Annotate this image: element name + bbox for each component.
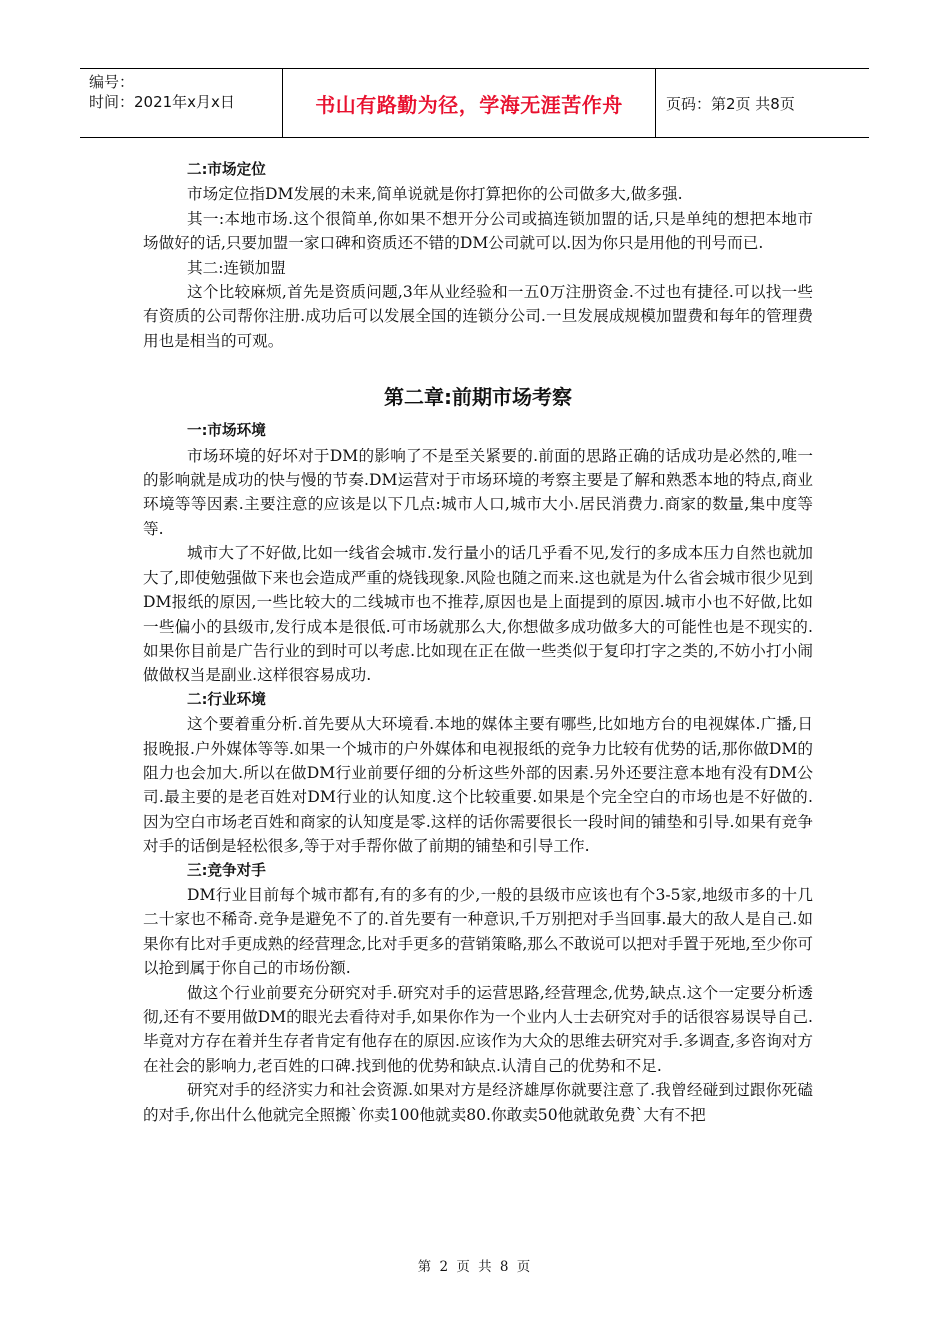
header-page-info: 页码：第2页 共8页: [666, 94, 795, 113]
paragraph: 这个比较麻烦,首先是资质问题,3年从业经验和一五0万注册资金.不过也有捷径.可以找一些有资质的公司帮你注册.成功后可以发展全国的连锁分公司.一旦发展成规模加盟费和每年的管理费用也是相当的可观。: [143, 283, 813, 350]
paragraph: 其一:本地市场.这个很简单,你如果不想开分公司或搞连锁加盟的话,只是单纯的想把本地市场做好的话,只要加盟一家口碑和资质还不错的DM公司就可以.因为你只是用他的刊号而已.: [143, 209, 813, 253]
header-meta: [80, 69, 282, 137]
section-title: 一:市场环境: [187, 422, 266, 440]
paragraph: 城市大了不好做,比如一线省会城市.发行量小的话几乎看不见,发行的多成本压力自然也就加大了,即使勉强做下来也会造成严重的烧钱现象.风险也随之而来.这也就是为什么省会城市很少见到DM报纸的原因,一些比较大的二线城市也不推荐,原因也是上面提到的原因.城市小也不好做,比如一些偏小的县级市,发行成本是很低.可市场就那么大,你想做多成功做多大的可能性也是不现实的.如果你目前是广告行业的到时可以考虑.比如现在正在做一些类似于复印打字之类的,不妨小打小闹做做权当是副业.这样很容易成功.: [143, 544, 813, 685]
paragraph: 其二:连锁加盟: [187, 258, 286, 277]
paragraph: DM行业目前每个城市都有,有的多有的少,一般的县级市应该也有个3-5家,地级市多的十几二十家也不稀奇.竞争是避免不了的.首先要有一种意识,千万别把对手当回事.最大的敌人是自己.如果你有比对手更成熟的经营理念,比对手更多的营销策略,那么不敢说可以把对手置于死地,至少你可以抢到属于你自己的市场份额.: [143, 885, 813, 978]
paragraph: 这个要着重分析.首先要从大环境看.本地的媒体主要有哪些,比如地方台的电视媒体.广播,日报晚报.户外媒体等等.如果一个城市的户外媒体和电视报纸的竞争力比较有优势的话,那你做DM的阻力也会加大.所以在做DM行业前要仔细的分析这些外部的因素.另外还要注意本地有没有DM公司.最主要的是老百姓对DM行业的认知度.这个比较重要.如果是个完全空白的市场也是不好做的.因为空白市场老百姓和商家的认知度是零.这样的话你需要很长一段时间的铺垫和引导.如果有竞争对手的话倒是轻松很多,等于对手帮你做了前期的铺垫和引导工作.: [143, 715, 813, 856]
paragraph: 研究对手的经济实力和社会资源.如果对方是经济雄厚你就要注意了.我曾经碰到过跟你死磕的对手,你出什么他就完全照搬`你卖100他就卖80.你敢卖50他就敢免费`大有不把: [143, 1081, 813, 1124]
document-body: [143, 158, 813, 1127]
number-label: 编号：: [89, 73, 135, 91]
section-title: 二:行业环境: [187, 690, 266, 708]
section-title: 二:市场定位: [187, 161, 266, 178]
page-header: [80, 68, 869, 138]
page-footer: 第 2 页 共 8 页: [417, 1259, 533, 1275]
time-label: 时间：2021年x月x日: [89, 93, 235, 111]
paragraph: 市场定位指DM发展的未来,简单说就是你打算把你的公司做多大,做多强.: [187, 185, 683, 204]
chapter-title: 第二章:前期市场考察: [384, 385, 572, 410]
header-motto: 书山有路勤为径，学海无涯苦作舟: [282, 69, 656, 137]
paragraph: 市场环境的好坏对于DM的影响了不是至关紧要的.前面的思路正确的话成功是必然的,唯一的影响就是成功的快与慢的节奏.DM运营对于市场环境的考察主要是了解和熟悉本地的特点,商业环境等等因素.主要注意的应该是以下几点:城市人口,城市大小.居民消费力.商家的数量,集中度等等.: [143, 446, 813, 538]
section-title: 三:竞争对手: [187, 861, 266, 879]
paragraph: 做这个行业前要充分研究对手.研究对手的运营思路,经营理念,优势,缺点.这个一定要分析透彻,还有不要用做DM的眼光去看待对手,如果你作为一个业内人士去研究对手的话很容易误导自己.毕竟对方存在着并生存者肯定有他存在的原因.应该作为大众的思维去研究对手.多调查,多咨询对方在社会的影响力,老百姓的口碑.找到他的优势和缺点.认清自己的优势和不足.: [143, 983, 813, 1075]
